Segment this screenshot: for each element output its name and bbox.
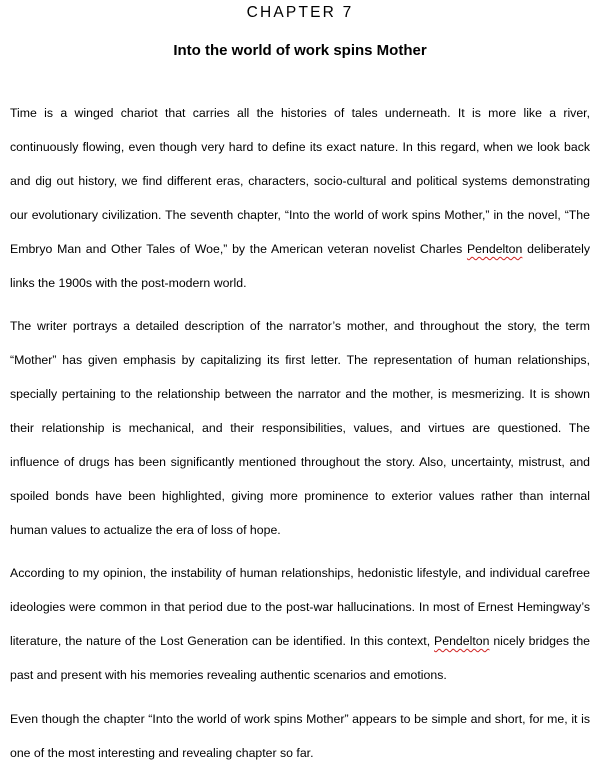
- chapter-label: CHAPTER 7: [246, 4, 354, 21]
- paragraph-2: [10, 309, 590, 547]
- paragraph-1-text: Time is a winged chariot that carries all the histories of tales underneath. It is more like a river, continuously flowing, even though very hard to define its exact nature. In this regard, when we look back and dig out history, we find different eras, characters, socio-cultural and political systems demonstrating our evolutionary civilization. The seventh chapter, “Into the world of work spins Mother,” in the novel, “The Embryo Man and Other Tales of Woe,” by the American veteran novelist Charles: [10, 106, 590, 256]
- misspelled-word[interactable]: Pendelton: [434, 634, 490, 648]
- paragraph-3: [10, 556, 590, 692]
- misspelled-word[interactable]: Pendelton: [466, 242, 523, 256]
- paragraph-1-text-end: deliberately links the 1900s with the post-modern world.: [10, 242, 590, 290]
- chapter-title: Into the world of work spins Mother: [173, 42, 427, 59]
- paragraph-2-text: The writer portrays a detailed description of the narrator’s mother, and throughout the story, the term “Mother” has given emphasis by capitalizing its first letter. The representation of human relationships, specially pertaining to the relationship between the narrator and the mother, is mesmerizing. It is shown their relationship is mechanical, and their responsibilities, values, and virtues are questioned. The influence of drugs has been significantly mentioned throughout the story. Also, uncertainty, mistrust, and spoiled bonds have been highlighted, giving more prominence to exterior values rather than internal human values to actualize the era of loss of hope.: [10, 319, 590, 537]
- paragraph-4-text: Even though the chapter “Into the world of work spins Mother” appears to be simple and short, for me, it is one of the most interesting and revealing chapter so far.: [10, 712, 590, 760]
- paragraph-3-text: According to my opinion, the instability of human relationships, hedonistic lifestyle, and individual carefree ideologies were common in that period due to the post-war hallucinations. In most of Ernest Hemingway’s literature, the nature of the Lost Generation can be identified. In this context,: [10, 566, 590, 648]
- body-text: [10, 96, 590, 780]
- paragraph-1: [10, 96, 590, 300]
- paragraph-4: [10, 702, 590, 770]
- paragraph-3-text-end: nicely bridges the past and present with his memories revealing authentic scenarios and emotions.: [10, 634, 591, 682]
